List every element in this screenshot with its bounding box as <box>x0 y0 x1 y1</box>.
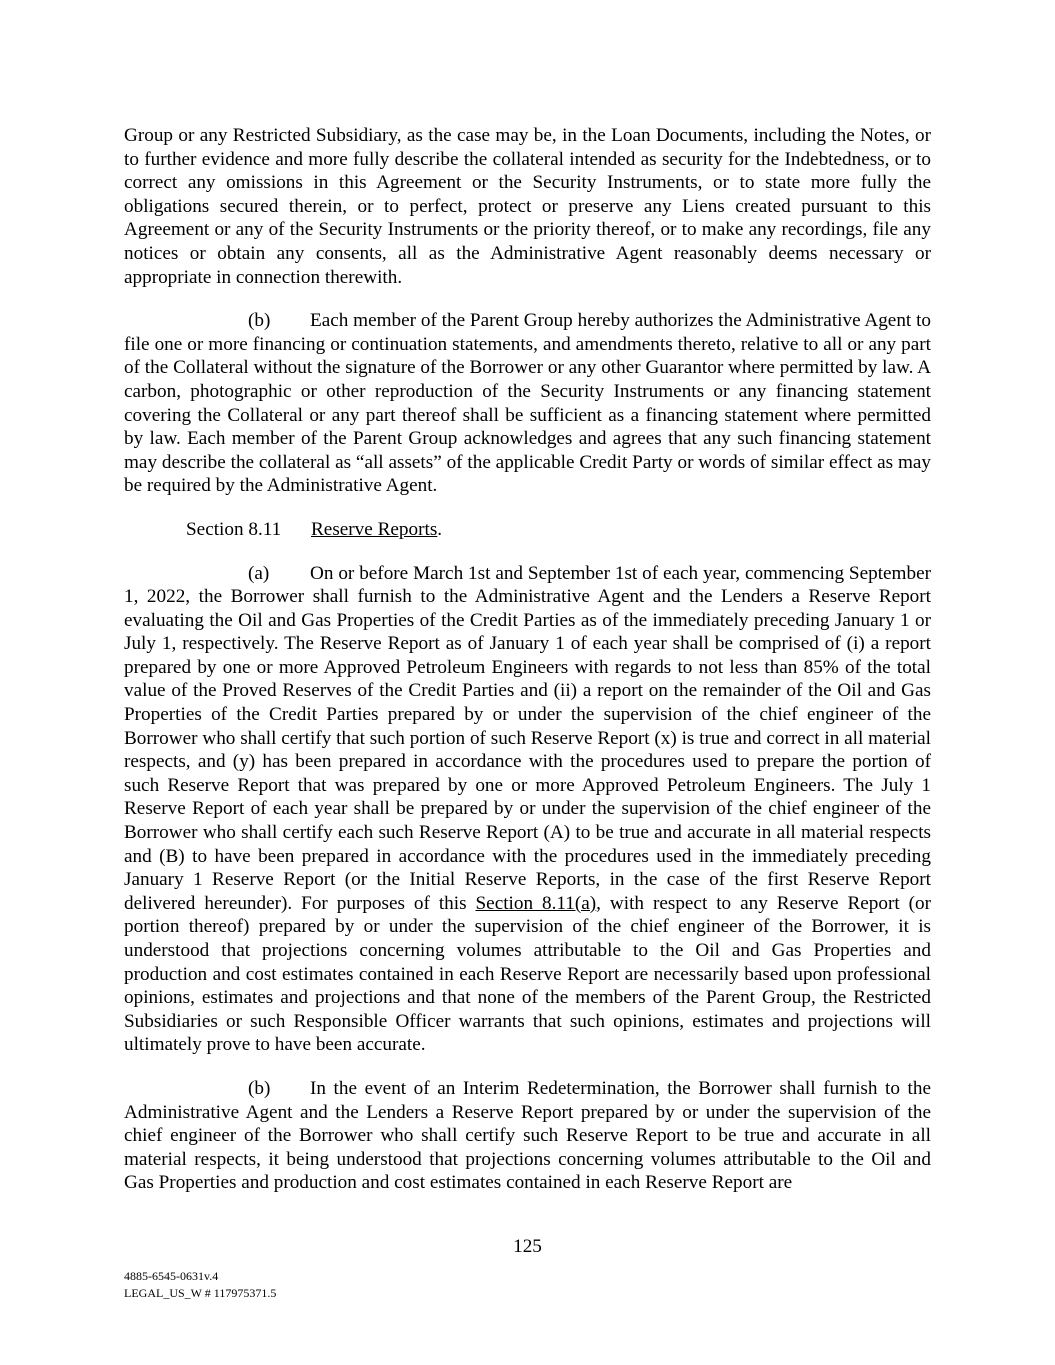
footer-legal-id: LEGAL_US_W # 117975371.5 <box>124 1286 277 1300</box>
paragraph-8-11-b-text: In the event of an Interim Redetermination, the Borrower shall furnish to the Administrative Agent and the Lenders a Reserve Report prepared by or under the supervision of the chief engineer of the Borrower who shall certify such Reserve Report to be true and accurate in all material respects, it being understood that projections concerning volumes attributable to the Oil and Gas Properties and production and cost estimates contained in each Reserve Report are <box>124 1077 931 1194</box>
page-number: 125 <box>513 1236 542 1257</box>
footer-doc-id: 4885-6545-0631v.4 <box>124 1269 219 1283</box>
clause-marker-a: (a) <box>248 562 270 584</box>
section-title-period: . <box>437 518 443 540</box>
clause-marker-b: (b) <box>248 1077 271 1099</box>
paragraph-8-11-a-text-2: , with respect to any Reserve Report (or portion thereof) prepared by or under the supervision of the chief engineer of the Borrower, it is understood that projections concerning volumes attributable to the Oil and Gas Properties and production and cost estimates contained in each Reserve Report are necessarily based upon professional opinions, estimates and projections and that none of the members of the Parent Group, the Restricted Subsidiaries or such Responsible Officer warrants that such opinions, estimates and projections will ultimately prove to have been accurate. <box>124 892 931 1056</box>
paragraph-8-10-b <box>124 309 931 498</box>
document-footer <box>124 1268 276 1302</box>
section-number: Section 8.11 <box>186 518 282 540</box>
paragraph-8-11-a-text-1: On or before March 1st and September 1st of each year, commencing September 1, 2022, the Borrower shall furnish to the Administrative Agent and the Lenders a Reserve Report evaluating the Oil and Gas Properties of the Credit Parties as of the immediately preceding January 1 or July 1, respectively. The Reserve Report as of January 1 of each year shall be comprised of (i) a report prepared by one or more Approved Petroleum Engineers with regards to not less than 85% of the total value of the Proved Reserves of the Credit Parties and (ii) a report on the remainder of the Oil and Gas Properties of the Credit Parties prepared by or under the supervision of the chief engineer of the Borrower who shall certify that such portion of such Reserve Report (x) is true and correct in all material respects, and (y) has been prepared in accordance with the procedures used to prepare the portion of such Reserve Report that was prepared by one or more Approved Petroleum Engineers. The July 1 Reserve Report of each year shall be prepared by or under the supervision of the chief engineer of the Borrower who shall certify each such Reserve Report (A) to be true and accurate in all material respects and (B) to have been prepared in accordance with the procedures used in the immediately preceding January 1 Reserve Report (or the Initial Reserve Reports, in the case of the first Reserve Report delivered hereunder). For purposes of this <box>124 562 931 914</box>
clause-marker-b: (b) <box>248 310 271 332</box>
section-cross-reference: Section 8.11(a) <box>475 892 597 914</box>
document-body <box>124 124 931 1215</box>
paragraph-8-10-b-text: Each member of the Parent Group hereby authorizes the Administrative Agent to file one or more financing or continuation statements, and amendments thereto, relative to all or any part of the Collateral without the signature of the Borrower or any other Guarantor where permitted by law. A carbon, photographic or other reproduction of the Security Instruments or any financing statement covering the Collateral or any part thereof shall be sufficient as a financing statement where permitted by law. Each member of the Parent Group acknowledges and agrees that any such financing statement may describe the collateral as “all assets” of the applicable Credit Party or words of similar effect as may be required by the Administrative Agent. <box>124 310 931 497</box>
section-title: Reserve Reports <box>311 518 438 540</box>
paragraph-continuation: Group or any Restricted Subsidiary, as the case may be, in the Loan Documents, including the Notes, or to further evidence and more fully describe the collateral intended as security for the Indebtedness, or to correct any omissions in this Agreement or the Security Instruments, or to state more fully the obligations secured therein, or to perfect, protect or preserve any Liens created pursuant to this Agreement or any of the Security Instruments or the priority thereof, or to make any recordings, file any notices or obtain any consents, all as the Administrative Agent reasonably deems necessary or appropriate in connection therewith. <box>124 125 931 288</box>
paragraph-8-11-a <box>124 562 931 1057</box>
paragraph-8-11-b <box>124 1077 931 1195</box>
section-heading <box>124 518 931 542</box>
